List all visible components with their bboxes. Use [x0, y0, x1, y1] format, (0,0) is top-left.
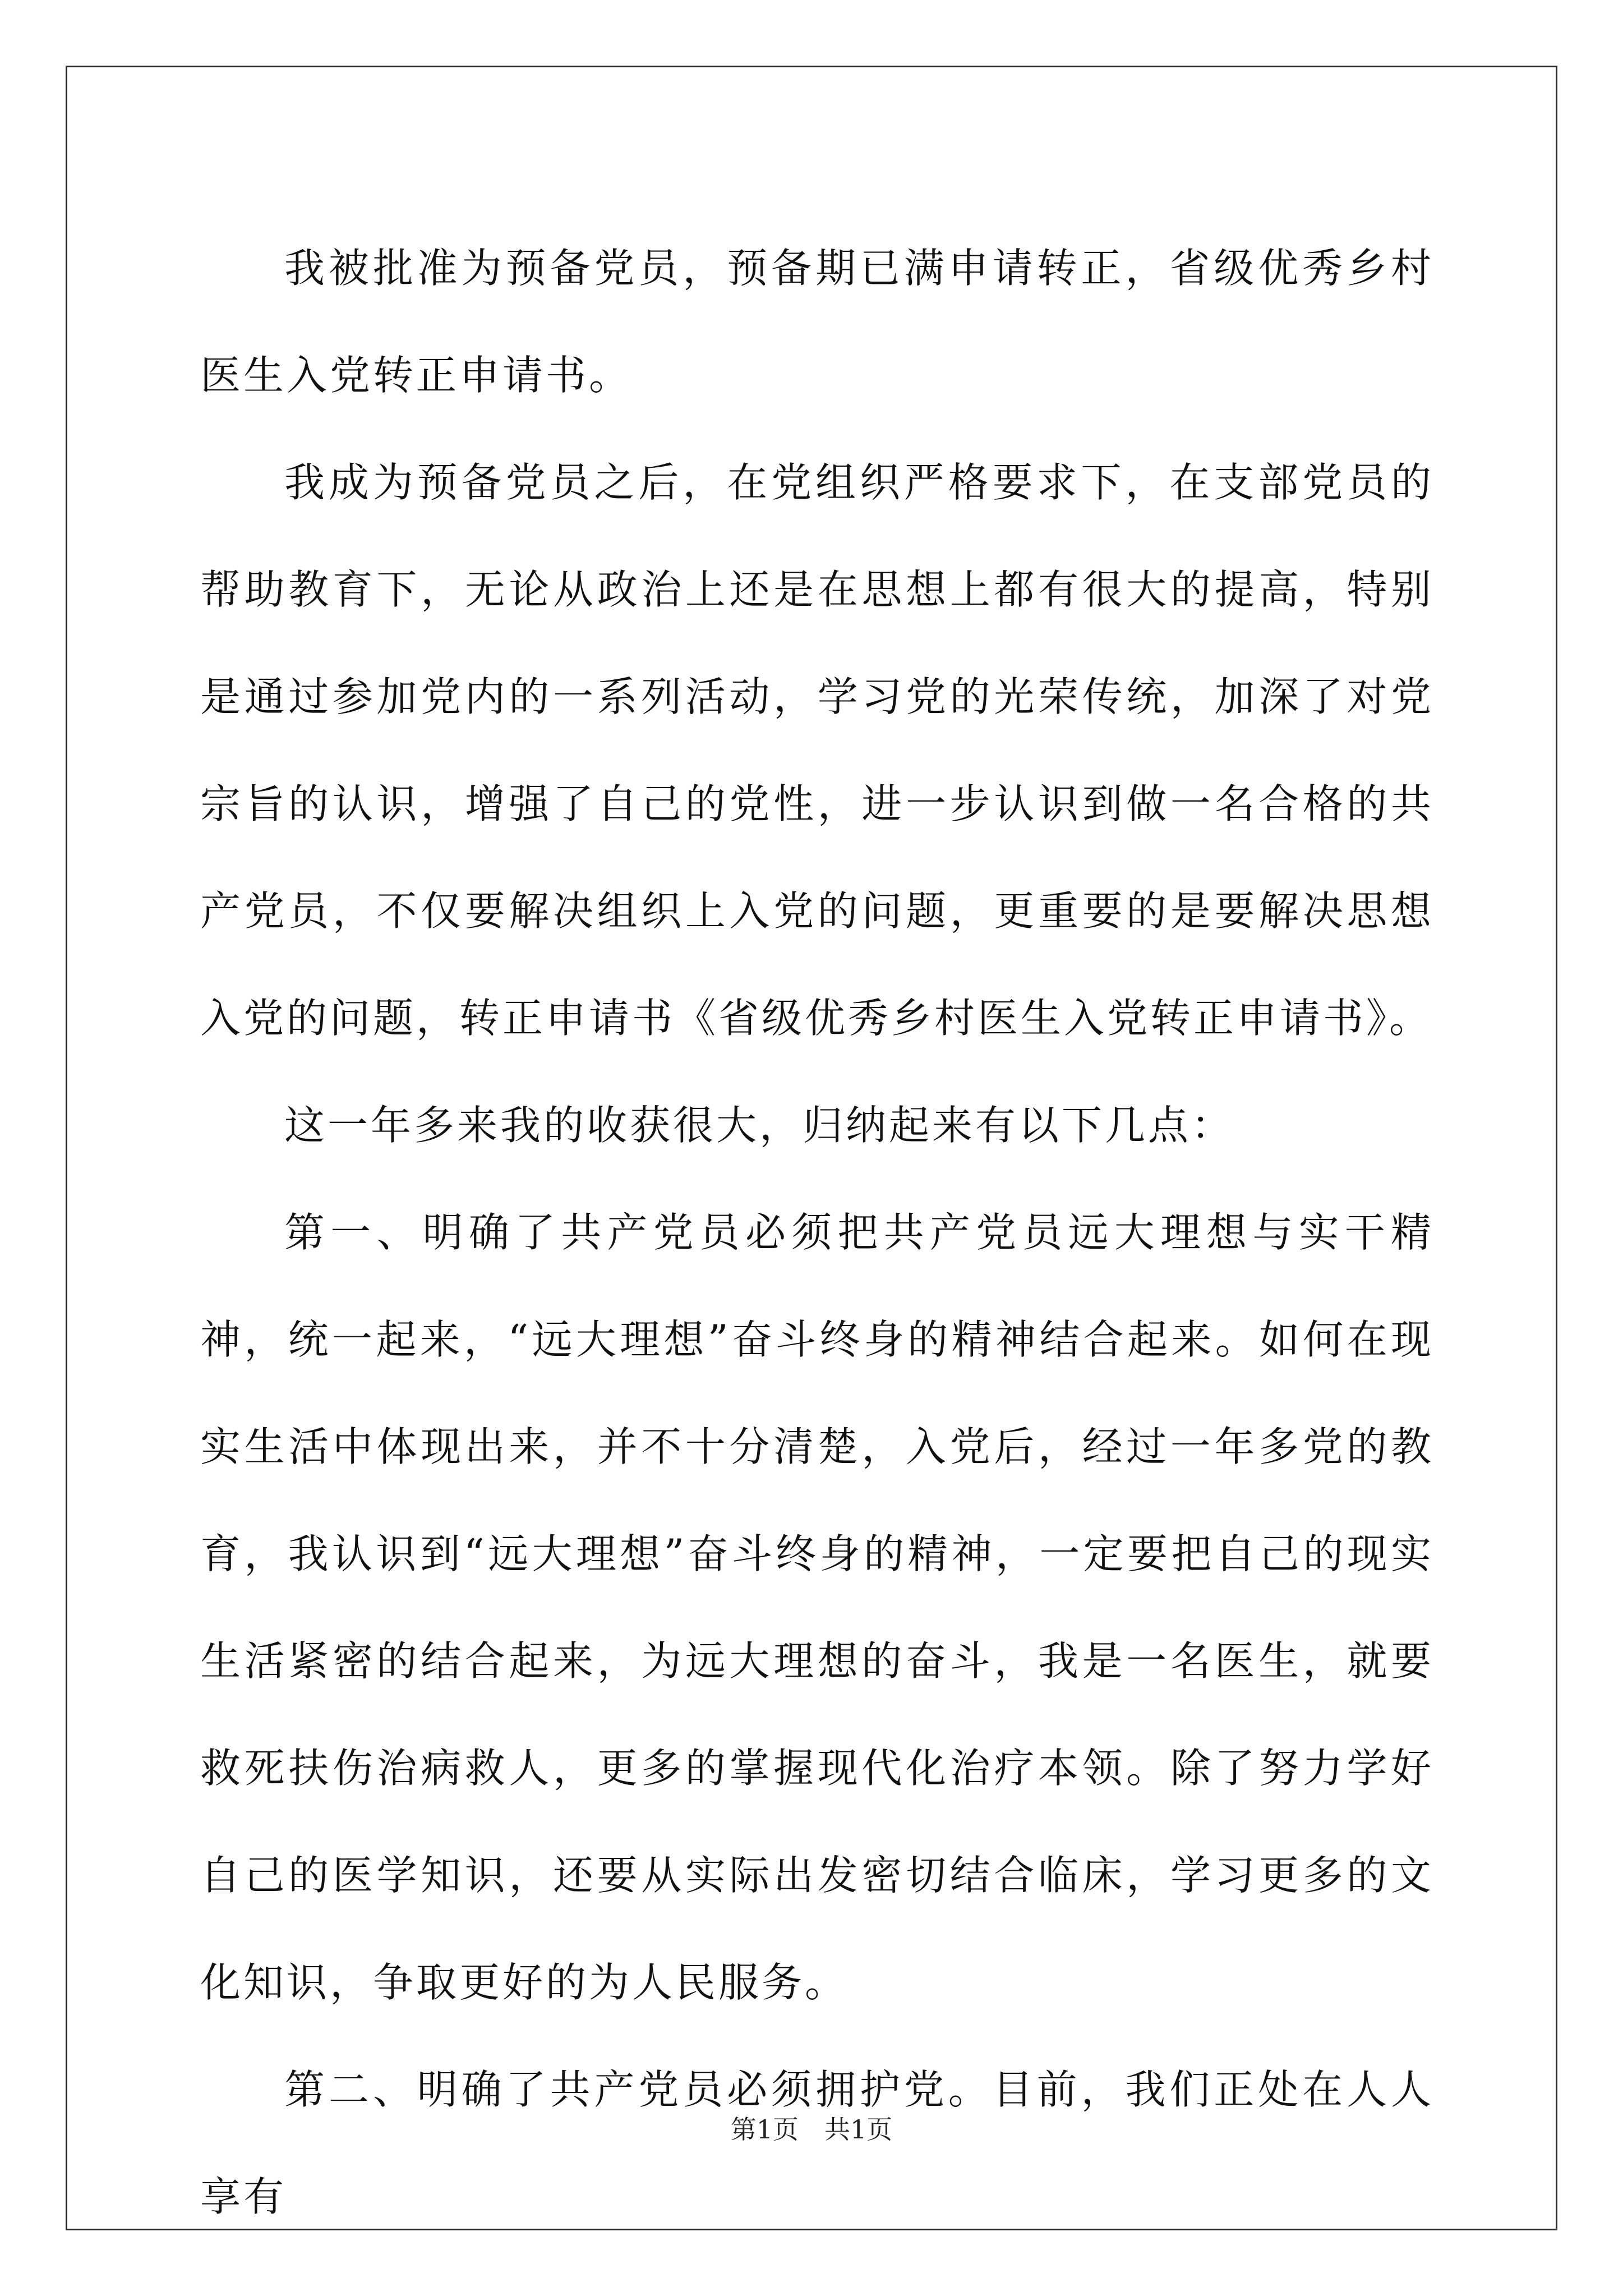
document-body: [200, 215, 1434, 2251]
paragraph-3: 这一年多来我的收获很大，归纳起来有以下几点：: [284, 1102, 1235, 1149]
page-number-footer: 第1页 共1页: [730, 2114, 893, 2145]
paragraph-2: 我成为预备党员之后，在党组织严格要求下，在支部党员的帮助教育下，无论从政治上还是在思想上都有很大的提高，特别是通过参加党内的一系列活动，学习党的光荣传统，加深了对党宗旨的认识，增强了自己的党性，进一步认识到做一名合格的共产党员，不仅要解决组织上入党的问题，更重要的是要解决思想入党的问题，转正申请书《省级优秀乡村医生入党转正申请书》。: [200, 459, 1434, 1042]
paragraph-5: 第二、明确了共产党员必须拥护党。目前，我们正处在人人享有: [200, 2066, 1434, 2220]
paragraph-1: 我被批准为预备党员，预备期已满申请转正，省级优秀乡村医生入党转正申请书。: [200, 245, 1434, 399]
paragraph-4: 第一、明确了共产党员必须把共产党员远大理想与实干精神，统一起来，“远大理想”奋斗终身的精神结合起来。如何在现实生活中体现出来，并不十分清楚，入党后，经过一年多党的教育，我认识到“远大理想”奋斗终身的精神，一定要把自己的现实生活紧密的结合起来，为远大理想的奋斗，我是一名医生，就要救死扶伤治病救人，更多的掌握现代化治疗本领。除了努力学好自己的医学知识，还要从实际出发密切结合临床，学习更多的文化知识，争取更好的为人民服务。: [200, 1209, 1434, 2006]
